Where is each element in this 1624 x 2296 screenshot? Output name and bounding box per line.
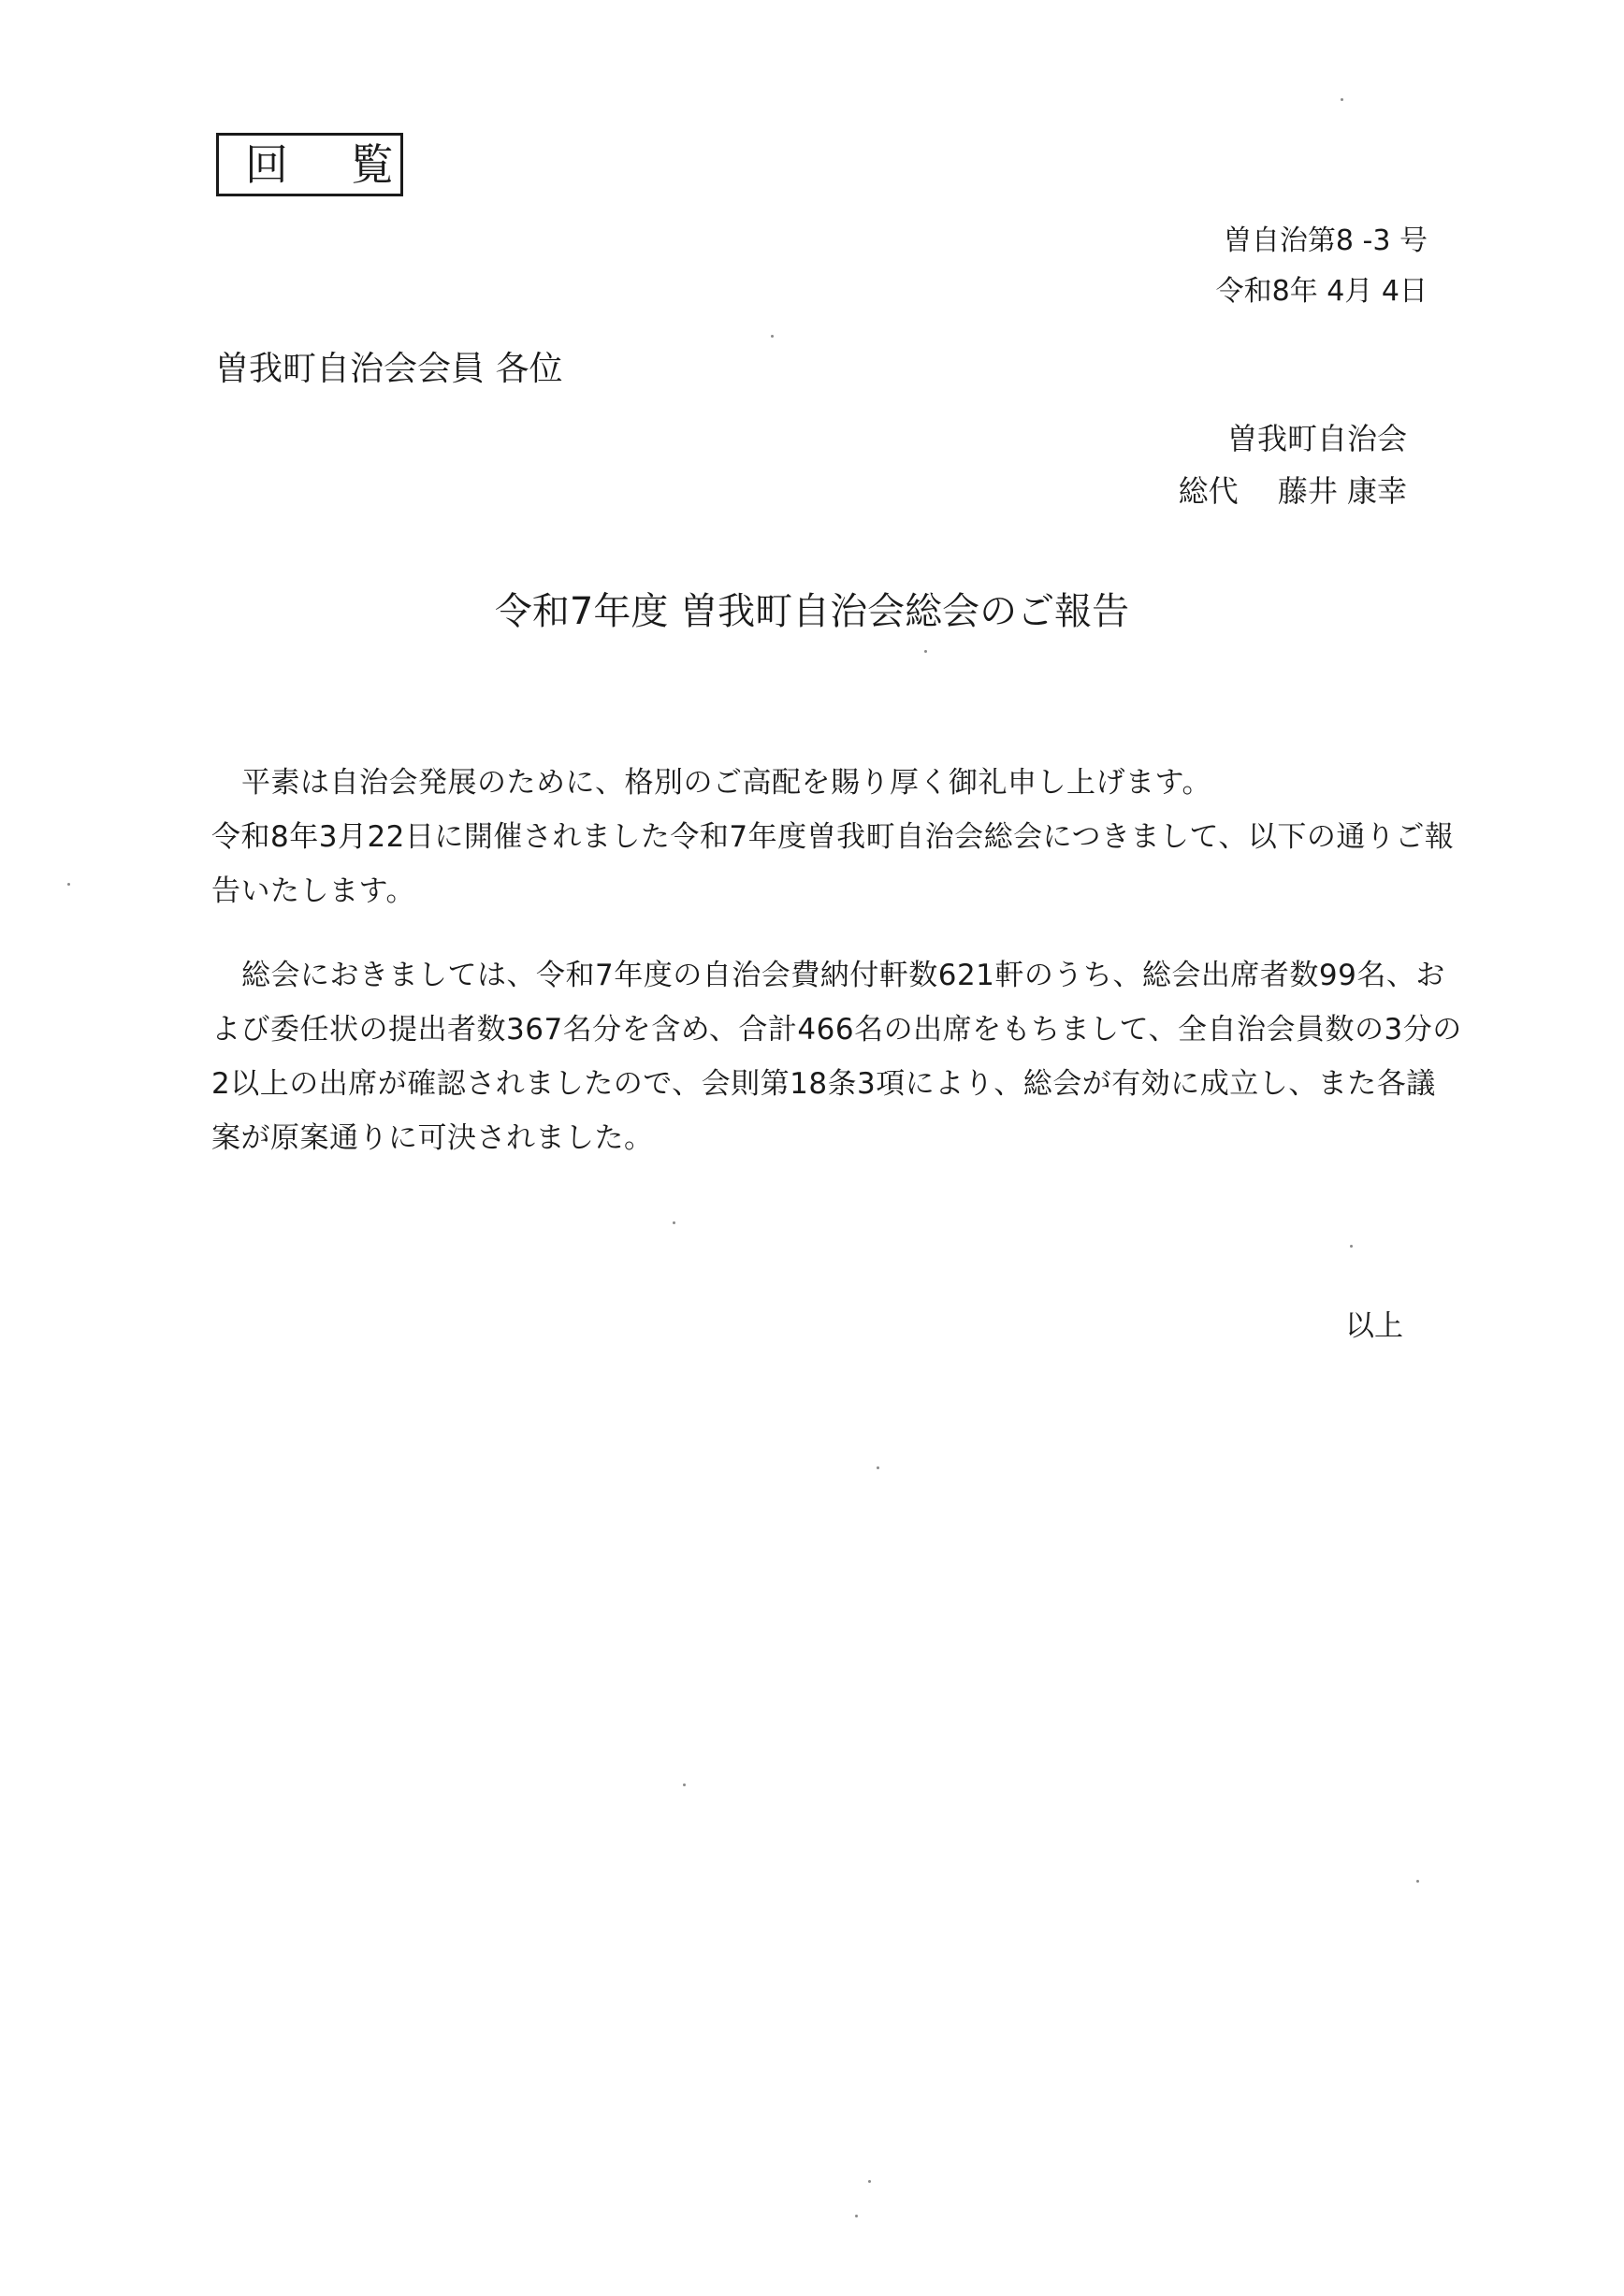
scan-speck <box>855 2215 858 2217</box>
scan-speck <box>1416 1880 1419 1883</box>
scan-speck <box>771 335 774 338</box>
sender-representative: 総代 藤井 康幸 <box>1178 473 1407 509</box>
scan-speck <box>1350 1245 1353 1248</box>
scan-speck <box>683 1783 686 1786</box>
document-number: 曽自治第8 -3 号 <box>1223 224 1428 257</box>
report-text: 総会におきましては、令和7年度の自治会費納付軒数621軒のうち、総会出席者数99名、および委任状の提出者数367名分を含め、合計466名の出席をもちまして、全自治会員数の3分の2以上の出席が確認されましたので、会則第18条3項により、総会が有効に成立し、また各議案が原案通りに可決されました。 <box>211 959 1462 1155</box>
sender-organization: 曽我町自治会 <box>1226 421 1407 456</box>
circulation-stamp: 回 覧 <box>216 133 403 196</box>
scan-speck <box>868 2180 871 2183</box>
closing-remark: 以上 <box>1345 1309 1403 1343</box>
scan-speck <box>1341 98 1343 101</box>
body-paragraph-report <box>211 948 1465 1165</box>
recipient-line: 曽我町自治会会員 各位 <box>215 350 563 388</box>
scan-speck <box>673 1221 675 1224</box>
document-title: 令和7年度 曽我町自治会総会のご報告 <box>494 590 1130 633</box>
greeting-text: 平素は自治会発展のために、格別のご高配を賜り厚く御礼申し上げます。 令和8年3月22日に開催されました令和7年度曽我町自治会総会につきまして、以下の通りご報告いたします。 <box>211 766 1455 908</box>
scan-speck <box>924 650 927 653</box>
document-date: 令和8年 4月 4日 <box>1215 275 1428 308</box>
scan-speck <box>67 883 70 886</box>
scan-speck <box>877 1466 879 1469</box>
body-paragraph-greeting <box>211 756 1465 918</box>
